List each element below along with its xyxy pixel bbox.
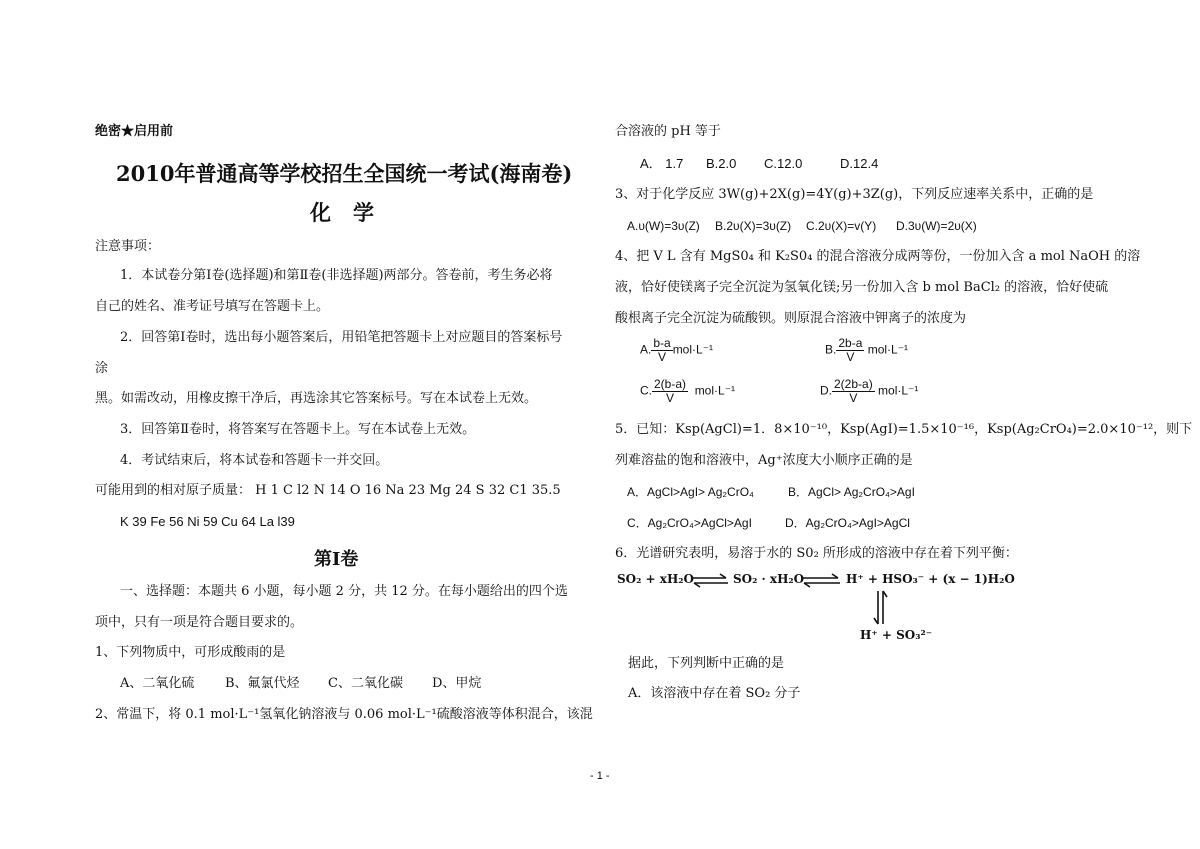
note-2c: 黑。如需改动，用橡皮擦干净后，再选涂其它答案标号。写在本试卷上无效。 [95,391,538,406]
q3-stem: 3、对于化学反应 3W(g)+2X(g)=4Y(g)+3Z(g)，下列反应速率关系中，正确的是 [615,187,1094,202]
option-label: C. [640,383,652,398]
q1-option-b: B、氟氯代烃 [225,676,300,691]
atomic-masses-line2: K 39 Fe 56 Ni 59 Cu 64 La l39 [120,514,295,529]
fraction [836,337,864,364]
q6-option-a: A．该溶液中存在着 SO₂ 分子 [628,686,801,701]
q6-judge: 据此，下列判断中正确的是 [628,656,785,671]
denominator: V [849,391,858,405]
option-label: D. [820,383,832,398]
unit: mol·L⁻¹ [694,383,736,398]
note-4: 4．考试结束后，将本试卷和答题卡一并交回。 [120,453,389,468]
q4-line1: 4、把 V L 含有 MgS0₄ 和 K₂S0₄ 的混合溶液分成两等份，一份加入含 a mol NaOH 的溶 [615,249,1141,264]
q5-option-a: A．AgCl>AgI> Ag₂CrO₄ [627,485,754,499]
equilibrium-arrow-vertical [872,588,888,628]
equilibrium-arrow-1 [690,572,730,588]
denominator: V [666,391,675,405]
numerator: 2(2b-a) [834,377,873,391]
q4-option-b [825,337,908,364]
subject-title: 化学 [310,200,396,225]
fraction [651,337,672,364]
numerator: 2b-a [838,336,863,350]
option-label: A. [640,342,652,357]
denominator: V [846,350,855,364]
q2-stem-cont: 合溶液的 pH 等于 [615,124,721,139]
equation-middle-species: SO₂ · xH₂O [733,572,805,586]
q2-option-a: A． 1.7 [640,156,684,171]
q1-option-c: C、二氧化碳 [328,676,403,691]
fraction [652,378,688,405]
q1-option-a: A、二氧化硫 [120,676,195,691]
part1-intro-b: 项中，只有一项是符合题目要求的。 [95,615,304,630]
q5-line2: 列难溶盐的饱和溶液中，Ag⁺浓度大小顺序正确的是 [615,453,913,468]
q1-stem: 1、下列物质中，可形成酸雨的是 [95,645,286,660]
note-2b: 涂 [95,361,109,376]
fraction [832,378,875,405]
q3-option-b: B.2υ(X)=3υ(Z) [715,219,792,233]
equilibrium-arrow-2 [800,572,842,588]
note-3: 3．回答第Ⅱ卷时，将答案写在答题卡上。写在本试卷上无效。 [120,422,476,437]
part1-intro-a: 一、选择题：本题共 6 小题，每小题 2 分，共 12 分。在每小题给出的四个选 [120,584,568,599]
equation-right-species: H⁺ + HSO₃⁻ + (x − 1)H₂O [846,572,1015,586]
q5-option-c: C．Ag₂CrO₄>AgCl>AgI [627,516,752,530]
unit: mol·L⁻¹ [867,342,909,357]
q3-option-d: D.3υ(W)=2υ(X) [896,219,977,233]
q5-option-b: B．AgCl> Ag₂CrO₄>AgI [788,485,915,499]
q4-option-a [640,337,713,364]
q5-option-d: D．Ag₂CrO₄>AgI>AgCl [785,516,910,530]
notes-heading: 注意事项： [95,239,161,254]
numerator: 2(b-a) [654,377,687,391]
option-label: B. [825,342,837,357]
q4-line3: 酸根离子完全沉淀为硫酸钡。则原混合溶液中钾离子的浓度为 [615,311,967,326]
q5-line1: 5．已知：Ksp(AgCl)=1．8×10⁻¹⁰，Ksp(AgI)=1.5×10⁻¹⁶，Ksp(Ag₂CrO₄)=2.0×10⁻¹²，则下 [615,422,1193,437]
part1-heading: 第Ⅰ卷 [314,549,359,570]
q4-line2: 液，恰好使镁离子完全沉淀为氢氧化镁;另一份加入含 b mol BaCl₂ 的溶液，恰好使硫 [615,280,1109,295]
q4-option-c [640,378,735,405]
equation-bottom-species: H⁺ + SO₃²⁻ [860,628,933,642]
confidential-mark: 绝密★启用前 [95,124,174,139]
exam-title: 2010年普通高等学校招生全国统一考试(海南卷) [116,161,573,186]
q1-option-d: D、甲烷 [432,676,482,691]
numerator: b-a [653,336,671,350]
note-1a: 1．本试卷分第Ⅰ卷(选择题)和第Ⅱ卷(非选择题)两部分。答卷前，考生务必将 [120,268,553,283]
page-number: - 1 - [590,770,610,782]
q3-option-c: C.2υ(X)=v(Y) [806,219,877,233]
q2-option-d: D.12.4 [840,156,879,171]
q2-option-b: B.2.0 [706,156,737,171]
q3-option-a: A.υ(W)=3υ(Z) [627,219,700,233]
equation-left-species: SO₂ + xH₂O [617,572,694,586]
note-2a: 2．回答第Ⅰ卷时，选出每小题答案后，用铅笔把答题卡上对应题目的答案标号 [120,330,563,345]
unit: mol·L⁻¹ [878,383,919,398]
note-1b: 自己的姓名、准考证号填写在答题卡上。 [95,299,330,314]
atomic-masses-line1: 可能用到的相对原子质量： H 1 C l2 N 14 O 16 Na 23 Mg 24 S 32 C1 35.5 [95,483,561,498]
denominator: V [658,350,667,364]
q2-option-c: C.12.0 [764,156,803,171]
q6-stem: 6．光谱研究表明，易溶于水的 S0₂ 所形成的溶液中存在着下列平衡： [615,546,1018,561]
q2-stem: 2、常温下，将 0.1 mol·L⁻¹氢氧化钠溶液与 0.06 mol·L⁻¹硫酸溶液等体积混合，该混 [95,707,593,722]
q4-option-d [820,378,918,405]
unit: mol·L⁻¹ [672,342,714,357]
